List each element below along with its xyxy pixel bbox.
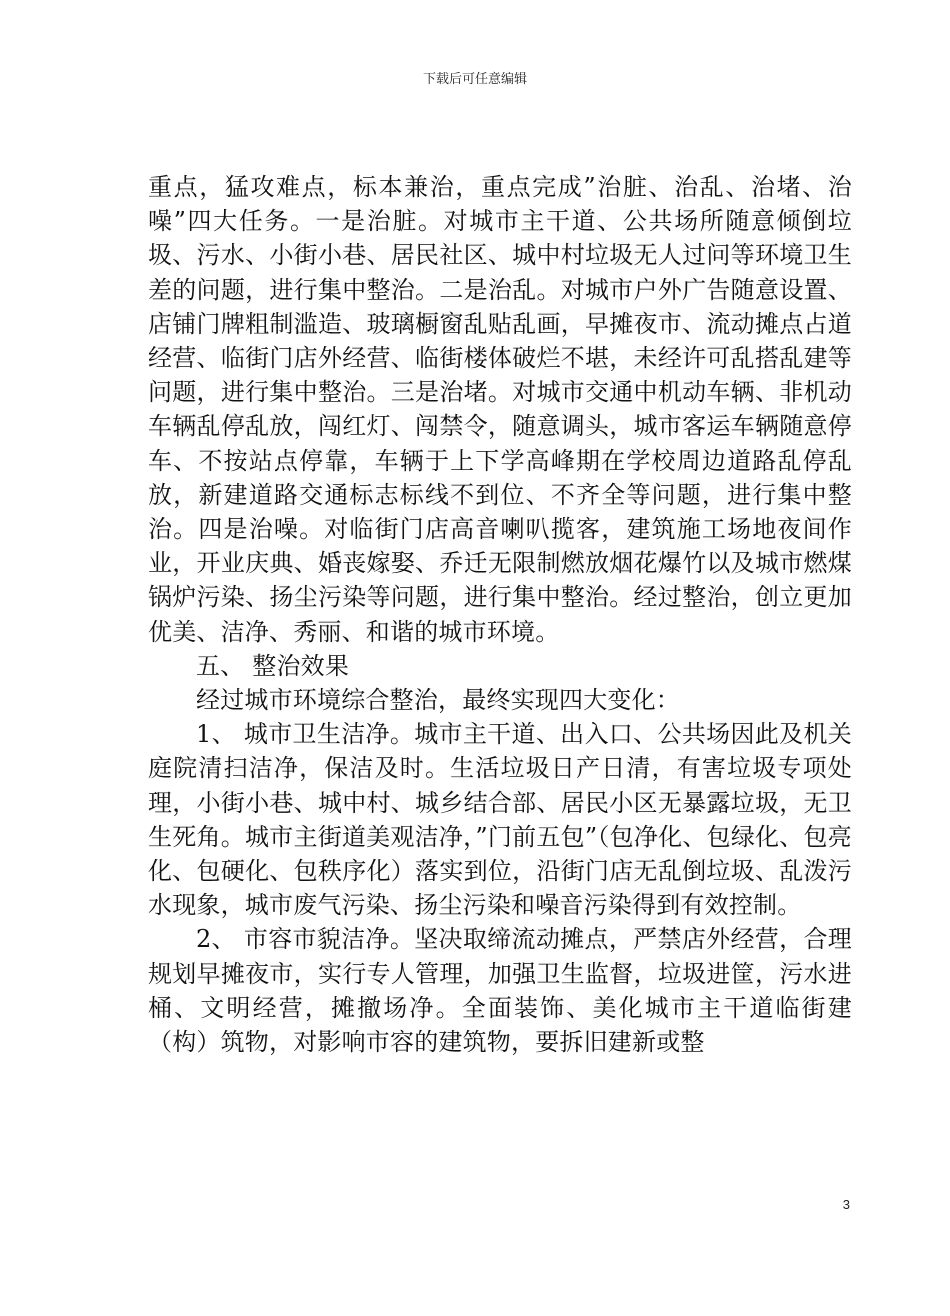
section-heading: 五、 整治效果 bbox=[196, 651, 350, 680]
document-body bbox=[148, 170, 852, 1059]
paragraph-item-2: 2、 市容市貌洁净。坚决取缔流动摊点，严禁店外经营，合理规划早摊夜市，实行专人管理，加强卫生监督，垃圾进筐，污水进桶、文明经营，摊撤场净。全面装饰、美化城市主干道临街建（构）筑物，对影响市容的建筑物，要拆旧建新或整 bbox=[148, 925, 852, 1057]
page-number: 3 bbox=[842, 1197, 850, 1212]
paragraph-intro: 经过城市环境综合整治，最终实现四大变化： bbox=[196, 686, 680, 715]
paragraph-item-1: 1、 城市卫生洁净。城市主干道、出入口、公共场因此及机关庭院清扫洁净，保洁及时。生活垃圾日产日清，有害垃圾专项处理，小街小巷、城中村、城乡结合部、居民小区无暴露垃圾，无卫生死角。城市主街道美观洁净，”门前五包”（包净化、包绿化、包亮化、包硬化、包秩序化）落实到位，沿街门店无乱倒垃圾、乱泼污水现象，城市废气污染、扬尘污染和噪音污染得到有效控制。 bbox=[148, 720, 852, 920]
page-header: 下载后可任意编辑 bbox=[422, 72, 527, 87]
paragraph-continuation: 重点，猛攻难点，标本兼治，重点完成”治脏、治乱、治堵、治噪”四大任务。一是治脏。对城市主干道、公共场所随意倾倒垃圾、污水、小街小巷、居民社区、城中村垃圾无人过问等环境卫生差的问题，进行集中整治。二是治乱。对城市户外广告随意设置、店铺门牌粗制滥造、玻璃橱窗乱贴乱画，早摊夜市、流动摊点占道经营、临街门店外经营、临街楼体破烂不堪，未经许可乱搭乱建等问题，进行集中整治。三是治堵。对城市交通中机动车辆、非机动车辆乱停乱放，闯红灯、闯禁令，随意调头，城市客运车辆随意停车、不按站点停靠，车辆于上下学高峰期在学校周边道路乱停乱放，新建道路交通标志标线不到位、不齐全等问题，进行集中整治。四是治噪。对临街门店高音喇叭揽客，建筑施工场地夜间作业，开业庆典、婚丧嫁娶、乔迁无限制燃放烟花爆竹以及城市燃煤锅炉污染、扬尘污染等问题，进行集中整治。经过整治，创立更加优美、洁净、秀丽、和谐的城市环境。 bbox=[148, 173, 852, 646]
